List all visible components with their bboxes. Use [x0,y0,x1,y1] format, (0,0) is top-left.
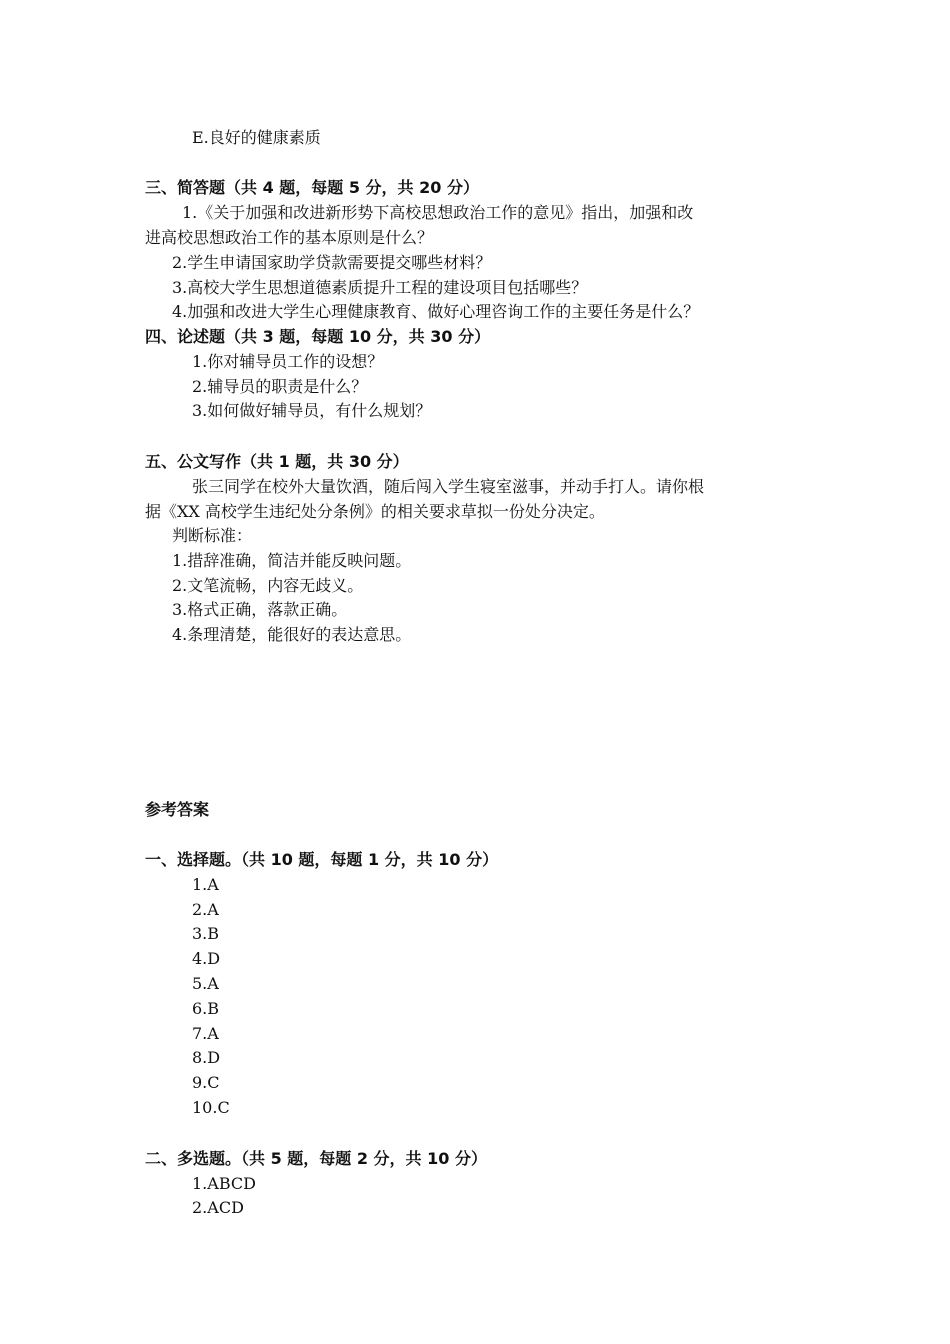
answer-item: 2.A [192,900,219,919]
section4-title: 四、论述题（共 3 题，每题 10 分，共 30 分） [145,327,491,346]
section3-q4: 4.加强和改进大学生心理健康教育、做好心理咨询工作的主要任务是什么？ [172,302,700,321]
answer-item: 8.D [192,1048,221,1067]
answer-item: 4.D [192,949,221,968]
section5-title: 五、公文写作（共 1 题，共 30 分） [145,452,409,471]
section4-q2: 2.辅导员的职责是什么？ [192,377,368,396]
answer-item: 10.C [192,1098,230,1117]
section3-q1-line1: 1.《关于加强和改进新形势下高校思想政治工作的意见》指出，加强和改 [182,203,694,222]
answer-item: 1.A [192,875,219,894]
answer-item: 6.B [192,999,220,1018]
section3-q2: 2.学生申请国家助学贷款需要提交哪些材料？ [172,253,492,272]
answer-item: 2.ACD [192,1198,244,1217]
criteria-label: 判断标准： [172,526,253,545]
answer-item: 5.A [192,974,219,993]
answer-item: 9.C [192,1073,220,1092]
criteria-item: 2.文笔流畅，内容无歧义。 [172,576,364,595]
section3-q3: 3.高校大学生思想道德素质提升工程的建设项目包括哪些？ [172,278,588,297]
answer-item: 1.ABCD [192,1174,256,1193]
answers-title: 参考答案 [145,800,210,819]
option-e: E.良好的健康素质 [192,128,321,147]
answer-item: 3.B [192,924,220,943]
answers-part2-title: 二、多选题。（共 5 题，每题 2 分，共 10 分） [145,1149,487,1168]
section5-prompt-line2: 据《XX 高校学生违纪处分条例》的相关要求草拟一份处分决定。 [145,502,605,521]
answers-part1-title: 一、选择题。（共 10 题，每题 1 分，共 10 分） [145,850,499,869]
section4-q1: 1.你对辅导员工作的设想？ [192,352,384,371]
section3-q1-line2: 进高校思想政治工作的基本原则是什么？ [145,228,434,247]
criteria-item: 4.条理清楚，能很好的表达意思。 [172,625,412,644]
section4-q3: 3.如何做好辅导员，有什么规划？ [192,401,432,420]
section3-title: 三、简答题（共 4 题，每题 5 分，共 20 分） [145,178,479,197]
section5-prompt-line1: 张三同学在校外大量饮酒，随后闯入学生寝室滋事，并动手打人。请你根 [192,477,705,496]
criteria-item: 3.格式正确，落款正确。 [172,600,348,619]
answer-item: 7.A [192,1024,219,1043]
criteria-item: 1.措辞准确，简洁并能反映问题。 [172,551,412,570]
